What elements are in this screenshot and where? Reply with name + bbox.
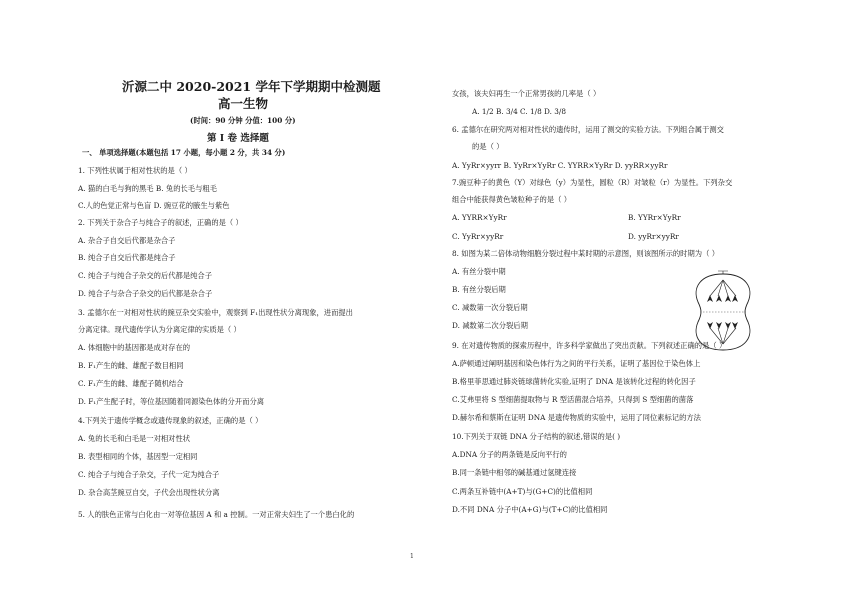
question-line: B. F₁产生的雌、雄配子数目相同 [78,361,184,370]
question-line: 女孩，该夫妇再生一个正常男孩的几率是（ ） [452,89,601,98]
volume-title: 第 Ⅰ 卷 选择题 [207,133,269,144]
question-line: 组合中能获得黄色皱粒种子的是（ ） [452,195,572,204]
question-line: A. 体细胞中的基因都是成对存在的 [78,343,191,352]
question-line: 的是（ ） [472,142,504,151]
question-line: A. 有丝分裂中期 [452,267,506,276]
question-line: D. 减数第二次分裂后期 [452,321,528,330]
question-line: C. F₁产生的雌、雄配子随机结合 [78,379,184,388]
question-line: A. 杂合子自交后代都是杂合子 [78,236,176,245]
question-line: A. 1/2 B. 3/4 C. 1/8 D. 3/8 [472,107,567,116]
question-line: D. yyRr×yyRr [628,232,679,241]
page-number: 1 [410,553,414,560]
question-line: A.DNA 分子的两条链是反向平行的 [452,450,567,459]
question-line: 4.下列关于遗传学概念或遗传现象的叙述，正确的是（ ） [78,416,263,425]
question-line: 1. 下列性状属于相对性状的是（ ） [78,166,192,175]
question-line: D. F₁产生配子时，等位基因随着同源染色体的分开而分离 [78,397,265,406]
question-line: 6. 孟德尔在研究两对相对性状的遗传时，运用了测交的实验方法。下列组合属于测交 [452,125,724,134]
question-line: A. 兔的长毛和白毛是一对相对性状 [78,434,191,443]
question-line: D.不同 DNA 分子中(A+G)与(T+C)的比值相同 [452,505,608,514]
question-line: 2. 下列关于杂合子与纯合子的叙述，正确的是（ ） [78,218,243,227]
question-line: 分离定律。现代遗传学认为分离定律的实质是（ ） [78,325,241,334]
question-line: C.艾弗里将 S 型细菌提取物与 R 型活菌混合培养，只得到 S 型细菌的菌落 [452,395,694,404]
question-line: D.赫尔希和蔡斯在证明 DNA 是遗传物质的实验中，运用了同位素标记的方法 [452,413,701,422]
question-line: B.同一条链中相邻的碱基通过氢键连接 [452,468,577,477]
question-line: 7.豌豆种子的黄色（Y）对绿色（y）为显性，圆粒（R）对皱粒（r）为显性。下列杂交 [452,178,733,187]
exam-title: 沂源二中 2020-2021 学年下学期期中检测题 [122,79,381,94]
question-line: 10.下列关于双链 DNA 分子结构的叙述,错误的是( ) [452,432,621,441]
section-heading: 一、 单项选择题(本题包括 17 小题，每小题 2 分，共 34 分) [82,148,286,157]
question-line: A.萨顿通过阐明基因和染色体行为之间的平行关系，证明了基因位于染色体上 [452,359,701,368]
question-line: B. 有丝分裂后期 [452,285,506,294]
question-line: D. 纯合子与杂合子杂交的后代都是杂合子 [78,289,213,298]
question-line: 9. 在对遗传物质的探索历程中，许多科学家做出了突出贡献。下列叙述正确的是（ ） [452,341,727,350]
question-line: 5. 人的肤色正常与白化由一对等位基因 A 和 a 控制。一对正常夫妇生了一个患白化的 [78,510,355,519]
question-line: C. YyRr×yyRr [452,232,504,241]
question-line: A. YYRR×YyRr [452,213,507,222]
cell-division-figure [688,268,758,356]
question-line: B. 纯合子自交后代都是纯合子 [78,253,176,262]
question-line: B.格里菲思通过肺炎链球菌转化实验,证明了 DNA 是该转化过程的转化因子 [452,377,696,386]
subject-title: 高一生物 [218,96,269,111]
question-line: B. YYRr×YyRr [628,213,681,222]
question-line: 8. 如图为某二倍体动物细胞分裂过程中某时期的示意图，则该图所示的时期为（ ） [452,249,719,258]
question-line: C. 减数第一次分裂后期 [452,303,528,312]
question-line: A. YyRr×yyrr B. YyRr×YyRr C. YYRR×YyRr D. yyRR×yyRr [452,161,668,170]
question-line: A. 猫的白毛与狗的黑毛 B. 兔的长毛与粗毛 [78,184,217,193]
question-line: C.两条互补链中(A+T)与(G+C)的比值相同 [452,487,593,496]
question-line: C. 纯合子与纯合子杂交的后代都是纯合子 [78,271,213,280]
question-line: C. 纯合子与纯合子杂交，子代一定为纯合子 [78,470,220,479]
question-line: D. 杂合高茎豌豆自交，子代会出现性状分离 [78,488,220,497]
time-score-line: (时间：90 分钟 分值：100 分) [190,116,296,125]
question-line: B. 表型相同的个体，基因型一定相同 [78,452,198,461]
question-line: 3. 孟德尔在一对相对性状的豌豆杂交实验中，观察到 F₁出现性状分离现象，进而提出 [78,308,353,317]
question-line: C.人的色觉正常与色盲 D. 豌豆花的腋生与紫色 [78,201,230,210]
